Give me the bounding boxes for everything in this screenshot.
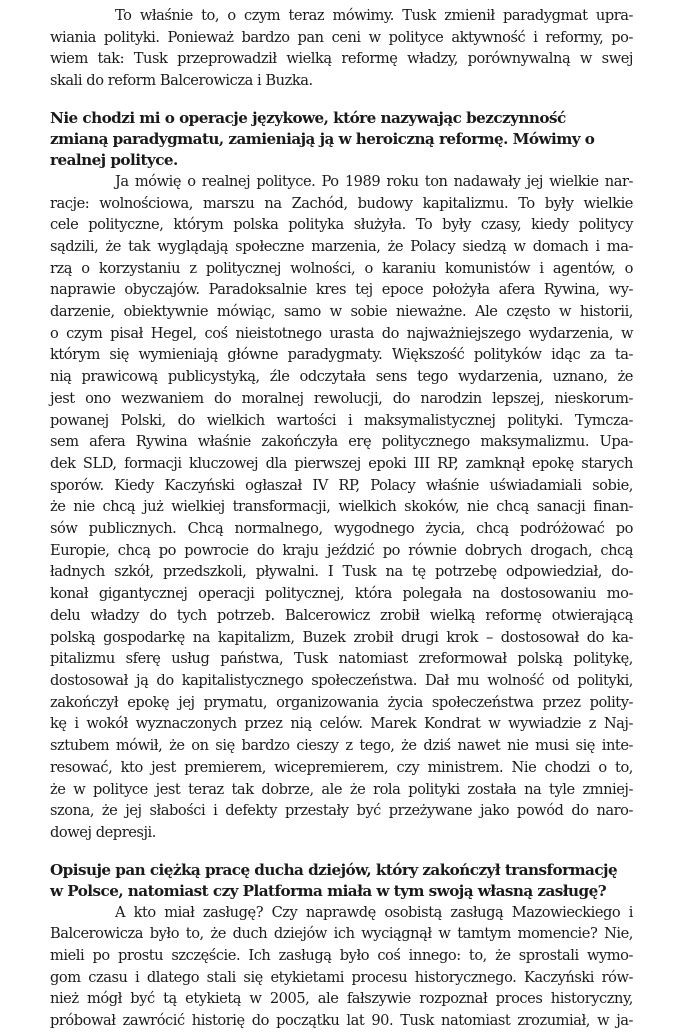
text-line: mieli po prostu szczęście. Ich zasługą było coś innego: to, że sprostali wymo- [50, 947, 633, 965]
text-line: jest ono wezwaniem do moralnej rewolucji, do narodzin lepszej, nieskorum- [50, 389, 633, 407]
text-line: wiem tak: Tusk przeprowadził wielką reformę władzy, porównywalną w swej [50, 50, 633, 68]
text-line: którym się wymieniają główne paradygmaty. Większość polityków idąc za ta- [50, 346, 633, 364]
text-line: ładnych szkół, przedszkoli, pływalni. I Tusk na tę potrzebę odpowiedział, do- [50, 563, 633, 581]
text-line: Ja mówię o realnej polityce. Po 1989 roku ton nadawały jej wielkie nar- [115, 172, 633, 190]
interview-question-1 [50, 108, 633, 171]
text-line: sów publicznych. Chcą normalnego, wygodnego życia, chcą podróżować po [50, 520, 633, 538]
text-line: powanej Polski, do wielkich wartości i maksymalistycznej polityki. Tymcza- [50, 411, 633, 429]
text-line: rzą o korzystaniu z politycznej wolności, o karaniu komunistów i agentów, o [50, 259, 633, 277]
question-line: w Polsce, natomiast czy Platforma miała w tym swoją własną zasługę? [50, 881, 607, 900]
question-line: realnej polityce. [50, 150, 178, 169]
text-line: nią prawicową publicystyką, źle odczytała sens tego wydarzenia, uznano, że [50, 368, 633, 386]
text-line: resować, kto jest premierem, wicepremierem, czy ministrem. Nie chodzi o to, [50, 758, 633, 776]
text-line: wiania polityki. Ponieważ bardzo pan ceni w polityce aktywność i reformy, po- [50, 28, 633, 46]
text-line: gom czasu i dlatego stali się etykietami procesu historycznego. Kaczyński rów- [50, 968, 633, 986]
interview-question-2 [50, 860, 633, 902]
question-line: zmianą paradygmatu, zamieniają ją w heroiczną reformę. Mówimy o [50, 129, 595, 148]
text-line: sądzili, że tak wyglądają społeczne marzenia, że Polacy siedzą w domach i ma- [50, 237, 633, 255]
answer-paragraph-2 [50, 171, 633, 844]
text-line: szona, że jej słabości i defekty przestały być przeżywane jako powód do naro- [50, 802, 633, 820]
text-line: o czym pisał Hegel, coś nieistotnego urasta do najważniejszego wydarzenia, w [50, 324, 633, 342]
text-line: sporów. Kiedy Kaczyński ogłaszał IV RP, Polacy właśnie uświadamiali sobie, [50, 476, 633, 494]
text-line: racje: wolnościowa, marszu na Zachód, budowy kapitalizmu. To były wielkie [50, 194, 633, 212]
text-line: cele polityczne, którym polska polityka służyła. To były czasy, kiedy politycy [50, 216, 633, 234]
text-line: pitalizmu sferę usług państwa, Tusk natomiast zreformował polską politykę, [50, 650, 633, 668]
answer-paragraph-3 [50, 902, 633, 1032]
text-line: Balcerowicza było to, że duch dziejów ich wyciągnął w tamtym momencie? Nie, [50, 925, 633, 943]
text-line: kę i wokół wyznaczonych przez nią celów. Marek Kondrat w wywiadzie z Naj- [50, 715, 633, 733]
text-line: dek SLD, formacji kluczowej dla pierwszej epoki III RP, zamknął epokę starych [50, 454, 633, 472]
text-line: polską gospodarkę na kapitalizm, Buzek zrobił drugi krok – dostosował do ka- [50, 628, 633, 646]
document-page [50, 5, 633, 1032]
text-line: skali do reform Balcerowicza i Buzka. [50, 72, 313, 90]
text-line: próbował zawrócić historię do początku lat 90. Tusk natomiast zrozumiał, w ja- [50, 1012, 633, 1030]
text-line: nież mógł być tą etykietą w 2005, ale fałszywie rozpoznał proces historyczny, [50, 990, 633, 1008]
text-line: konał gigantycznej operacji politycznej, która polegała na dostosowaniu mo- [50, 585, 633, 603]
text-line: sem afera Rywina właśnie zakończyła erę politycznego maksymalizmu. Upa- [50, 433, 633, 451]
text-line: że nie chcą już wielkiej transformacji, wielkich skoków, nie chcą sanacji finan- [50, 498, 633, 516]
text-line: że w polityce jest teraz tak dobrze, ale że rola polityki została na tyle zmniej- [50, 780, 633, 798]
paragraph-spacer [50, 844, 633, 860]
text-line: Europie, chcą po powrocie do kraju jeździć po równie dobrych drogach, chcą [50, 541, 633, 559]
question-line: Opisuje pan ciężką pracę ducha dziejów, który zakończył transformację [50, 860, 618, 879]
answer-paragraph-1 [50, 5, 633, 92]
text-line: delu władzy do tych potrzeb. Balcerowicz zrobił wielką reformę otwierającą [50, 606, 633, 624]
text-line: To właśnie to, o czym teraz mówimy. Tusk zmienił paradygmat upra- [115, 7, 633, 24]
text-line: naprawie obyczajów. Paradoksalnie kres tej epoce położyła afera Rywina, wy- [50, 281, 633, 299]
text-line: darzenie, obiektywnie mówiąc, samo w sobie nieważne. Ale często w historii, [50, 303, 633, 321]
text-line: dowej depresji. [50, 823, 156, 841]
question-line: Nie chodzi mi o operacje językowe, które nazywając bezczynność [50, 108, 566, 127]
text-line: dostosował ją do kapitalistycznego społeczeństwa. Dał mu wolność od polityki, [50, 671, 633, 689]
text-line: sztubem mówił, że on się bardzo cieszy z tego, że dziś nawet nie musi się inte- [50, 737, 633, 755]
paragraph-spacer [50, 92, 633, 108]
text-line: zakończył epokę jej prymatu, organizowania życia społeczeństwa przez polity- [50, 693, 633, 711]
text-line: A kto miał zasługę? Czy naprawdę osobistą zasługą Mazowieckiego i [115, 903, 633, 921]
